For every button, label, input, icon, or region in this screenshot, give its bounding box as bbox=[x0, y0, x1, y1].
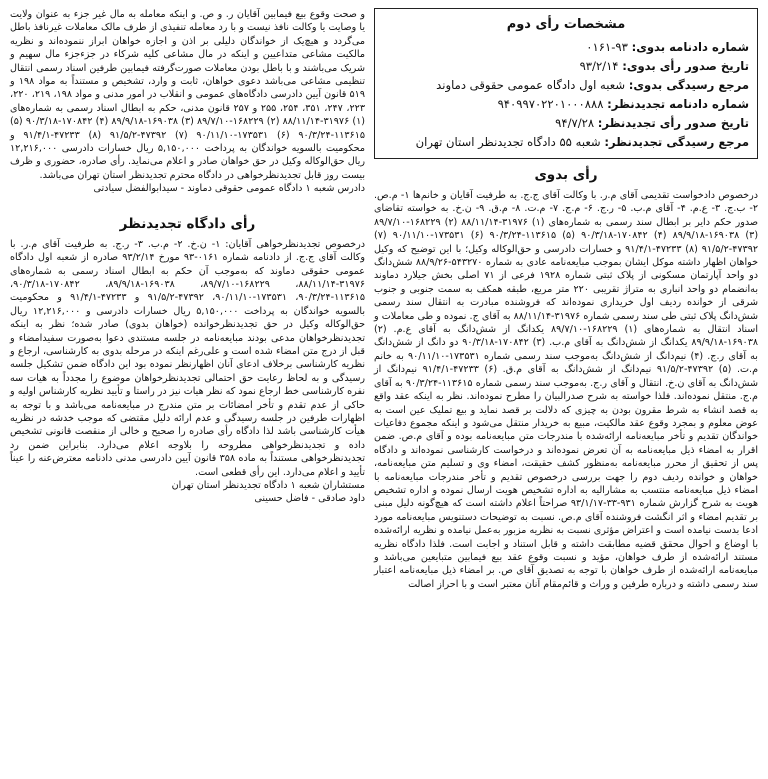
judge-signature: دادرس شعبه ۱ دادگاه عمومی حقوقی دماوند - سیدابوالفضل سیادتی bbox=[93, 183, 365, 195]
spec-row-value: ۹۳/۲/۱۴ bbox=[579, 59, 619, 73]
primary-ruling-body: درخصوص دادخواست تقدیمی آقای م.ر. با وکالت آقای ج.ج. به طرفیت آقایان و خانم‌ها ۱- م.ص. ۲- ب.ج. ۳- ع.م. ۴- آقای م.ب. ۵- ر.ج. ۶- م.ج. ۷- م.ت. ۸- م.ق. ۹- ن.خ. به خواسته تقاضای صدور حکم دایر بر ابطال سند رسمی به شماره‌های (۱) ۳۱۹۷۶-۸۸/۱۱/۱۴ (۲) ۱۶۸۲۲۹-۸۹/۷/۱۰ (۳) ۱۶۹۰۳۸-۸۹/۹/۱۸ (۴) ۱۷۰۸۴۲-۹۰/۳/۱۸ (۵) ۱۱۳۶۱۵-۹۰/۳/۲۴ (۶) ۱۷۳۵۳۱-۹۰/۱۱/۱۰ (۷) ۴۷۳۹۲-۹۱/۵/۲ (۸) ۴۷۲۳۳-۹۱/۴/۱ و خسارات دادرسی و حق‌الوکاله وکیل؛ با این توضیح که وکیل خواهان اظهار داشته موکل ایشان بموجب مبایعه‌نامه عادی به شماره ۵۴۳۲۷۰-۸۸/۹/۲۶ شش‌دانگ دو واحد آپارتمان مسکونی از پلاک ثبتی شماره ۱۹۲۸ فرعی از ۷۱ اصلی بخش جیلارد دماوند به‌انضمام دو واحد انباری به متراژ تقریبی ۲۲۰ متر مربع، طبقه همکف به سمت جنوبی و جنوب شرقی از خوانده ردیف اول خریداری نموده‌اند که فروشنده مبادرت به انتقال سند رسمی شش‌دانگ پلاک ثبتی طی سند رسمی شماره ۳۱۹۷۶-۸۸/۱۱/۱۴ به آقای ج. نموده و طی معاملات و اسناد انتقال به شماره‌های (۱) ۱۶۸۲۲۹-۸۹/۷/۱۰ یکدانگ از شش‌دانگ به آقای ع.م. (۲) ۱۶۹۰۳۸-۸۹/۹/۱۸ یکدانگ از شش‌دانگ به آقای م.ب. (۳) ۱۷۰۸۴۲-۹۰/۳/۱۸ دو دانگ از شش‌دانگ به آقای ر.ج. (۴) نیم‌دانگ از شش‌دانگ به‌موجب سند رسمی شماره ۱۷۳۵۳۱-۹۰/۱۱/۱۰ به خانم م.ت. (۵) ۴۷۳۹۲-۹۱/۵/۲ نیم‌دانگ از شش‌دانگ به آقای م.ق. (۶) ۴۷۲۳۳-۹۱/۴/۱ نیم‌دانگ از شش‌دانگ به آقای ن.خ. انتقال و آقای ر.ج. به‌موجب سند رسمی شماره ۱۱۳۶۱۵-۹۰/۳/۲۴ به آقای م.ج. منتقل نموده‌اند. فلذا خواسته به شرح صدرالبیان را مطرح نموده‌اند. نظر به اینکه عقد واقع به قصد انشاء به شرط مقرون بودن به چیزی که دلالت بر قصد نماید و بیع تملیک عین است به عوض معلوم و بمجرد وقوع عقد مالکیت، مبیع به خریدار منتقل می‌شود و اینکه مجموع دفاعیات خواندگان تقدیم و تأخر مبایعه‌نامه ارائه‌شده با مندرجات متن مبایعه‌نامه بوده و آقای م.ص. ضمن اقرار به امضاء ذیل مبایعه‌نامه به آن تعرض نموده‌اند و درخواست کارشناسی نموده‌اند و دادگاه پس از تحقیق از محرر مبایعه‌نامه به‌منظور کشف حقیقت، امضاء وی و تسلیم متن مبایعه‌نامه، خواهان و خوانده ردیف دوم را جهت بررسی درخصوص تقدیم و تأخر مندرجات مبایعه‌نامه با امضاء ذیل مبایعه‌نامه منتسب به مشارالیه به اداره تشخیص هویت ارسال نموده و اداره تشخیص هویت به شرح گزارش شماره ۹۳۱-۳۳-۹۳/۱/۱۷ صراحتاً اعلام داشته است که هیچ‌گونه دلیل مبنی بر تقدیم امضاء و اثر انگشت فروشنده آقای م.ص. نسبت به توضیحات دستنویس مبایعه‌نامه مورد ادعا بدست نیامده است و اعتراض مؤثری نسبت به نظریه مزبور به‌عمل نیامده و نظریه ارائه‌شده با اوضاع و احوال محقق قضیه مطابقت داشته و قابل استناد و اجابت است. فلذا دادگاه نظریه مستند ارائه‌شده از طرف خواهان، مؤید و نسبت وقوع عقد بیع فیمابین متبایعین می‌باشد و مبایعه‌نامه ارائه‌شده از طرف خواهان با توجه به تصدیق آقای ص. بر امضاء ذیل مبایعه‌نامه اعتبار سند رسمی داشته و درباره طرفین و وراث و قائم‌مقام آنان معتبر است و با احراز اصالت bbox=[374, 190, 759, 590]
spec-row-label: تاریخ صدور رأی تجدیدنظر: bbox=[597, 116, 749, 130]
spec-row-value: ۹۴۰۹۹۷۰۲۲۰۱۰۰۰۸۸۸ bbox=[497, 97, 604, 111]
spec-row bbox=[383, 76, 749, 95]
spec-row-label: تاریخ صدور رأی بدوی: bbox=[622, 59, 749, 73]
spec-row bbox=[383, 114, 749, 133]
spec-row bbox=[383, 95, 749, 114]
spec-row-value: شعبه ۵۵ دادگاه تجدیدنظر استان تهران bbox=[415, 135, 601, 149]
spec-row-value: ۹۳-۰۱۶۱ bbox=[586, 40, 628, 54]
spec-row bbox=[383, 133, 749, 152]
spec-row bbox=[383, 57, 749, 76]
spec-title: مشخصات رأی دوم bbox=[506, 17, 626, 32]
spacer bbox=[10, 196, 365, 210]
spec-row-value: ۹۴/۷/۲۸ bbox=[555, 116, 595, 130]
spec-box bbox=[374, 8, 758, 159]
spec-row-label: مرجع رسیدگی تجدیدنظر: bbox=[604, 135, 749, 149]
spec-row-label: شماره دادنامه تجدیدنظر: bbox=[607, 97, 749, 111]
appeal-ruling-body: درخصوص تجدیدنظرخواهی آقایان: ۱- ن.خ. ۲- م.ب. ۳- ر.ج. به طرفیت آقای م.ر. با وکالت آقای ج.ج. از دادنامه شماره ۰۱۶۱-۹۳ مورخ ۹۳/۲/۱۴ صادره از شعبه اول دادگاه عمومی حقوقی دماوند که به‌موجب آن حکم به ابطال اسناد رسمی به شماره‌های ۳۱۹۷۶-۸۸/۱۱/۱۴، ۱۶۸۲۲۹-۸۹/۷/۱۰، ۱۶۹۰۳۸-۸۹/۹/۱۸، ۱۷۰۸۴۲-۹۰/۳/۱۸، ۱۱۳۶۱۵-۹۰/۳/۲۴، ۱۷۳۵۳۱-۹۰/۱۱/۱۰، ۴۷۳۹۲-۹۱/۵/۲ و ۴۷۲۳۳-۹۱/۴/۱ و محکومیت بالسویه خواندگان به پرداخت ۵,۱۵۰,۰۰۰ ریال خسارات دادرسی و ۱۲,۲۱۶,۰۰۰ ریال حق‌الوکاله وکیل در حق تجدیدنظرخوانده (خواهان بدوی) صادر شده؛ نظر به اینکه تجدیدنظرخواهان مدعی بودند مبایعه‌نامه در جلسه مستندی دعوا به‌صورت سفیدامضاء و قبل از درج متن امضاء شده است و علی‌رغم اینکه در مرحله بدوی به کارشناسی، ارجاع و نظریه کارشناسی برخلاف ادعای آنان اظهارنظر نموده بود این دادگاه ضمن تشکیل جلسه رسیدگی و به لحاظ رعایت حق احتمالی تجدیدنظرخواهان موضوع را مجدداً به هیات سه نفره کارشناسی خط ارجاع نمود که نظر هیات نیز در راستا و تأیید نظریه کارشناس اولیه و حاکی از عدم تقدم و تأخر امضائات بر متن مندرج در مبایعه‌نامه می‌باشد و با توجه به اظهارات طرفین در جلسه رسیدگی و عدم ارائه دلیل مقتضی که موجب خدشه در نظریه هیأت کارشناسی باشد لذا دادگاه رأی صادره را صحیح و خالی از منقصت قانونی تشخیص داده و تجدیدنظرخواهی مطروحه را بلاوجه اعلام می‌دارد. بنابراین ضمن رد تجدیدنظرخواهی مستنداً به ماده ۳۵۸ قانون آیین دادرسی مدنی دادنامه معترض‌عنه را عیناً تأیید و اعلام می‌دارد. این رأی قطعی است. bbox=[10, 238, 366, 478]
section-title-primary-ruling: رأی بدوی bbox=[534, 167, 598, 183]
right-column bbox=[374, 8, 758, 591]
section-title-appeal-ruling: رأی دادگاه تجدیدنظر bbox=[119, 215, 256, 232]
left-column bbox=[10, 8, 365, 506]
appeal-signature-names: داود صادقی - فاضل حسینی bbox=[254, 493, 365, 505]
spec-row-label: شماره دادنامه بدوی: bbox=[631, 40, 749, 54]
spec-row-label: مرجع رسیدگی بدوی: bbox=[628, 78, 749, 92]
spec-row-value: شعبه اول دادگاه عمومی حقوقی دماوند bbox=[436, 78, 626, 92]
primary-ruling-continuation: و صحت وقوع بیع فیمابین آقایان ر. و ص. و اینکه معامله به مال غیر جزء به عنوان ولایت یا وصایت یا وکالت نافذ نیست و با رد معامله تنفیذی از طرف مالک معاملات غیرنافذ باطل می‌گردد و هیچ‌یک از خواندگان دلیلی بر اذن و اجازه خواهان ابراز ننموده‌اند و نظریه مالکیت مشاعی متداعیین و اینکه در مال مشاعی کلیه شرکاء در جزءجزء مال سهیم و شریک می‌باشند و با باطل بودن معاملات صورت‌گرفته فیمابین طرفین اسناد رسمی انتقال تنظیمی مشاعی می‌باشد دعوی خواهان، ثابت و وارد، تشخیص و مستنداً به مواد ۱۹۸ و ۵۱۹ قانون آیین دادرسی دادگاه‌های عمومی و انقلاب در امور مدنی و مواد ۱۹۸، ۲۱۹، ۲۲۰، ۲۲۳، ۲۴۷، ۳۵۱، ۲۵۴، ۲۵۵ و ۲۵۷ قانون مدنی، حکم به ابطال اسناد رسمی به شماره‌های (۱) ۳۱۹۷۶-۸۸/۱۱/۱۴ (۲) ۱۶۸۲۲۹-۸۹/۷/۱۰ (۳) ۱۶۹۰۳۸-۸۹/۹/۱۸ (۴) ۱۷۰۸۴۲-۹۰/۳/۱۸ (۵) ۱۱۳۶۱۵-۹۰/۳/۲۴ (۶) ۱۷۳۵۳۱-۹۰/۱۱/۱۰ (۷) ۴۷۳۹۲-۹۱/۵/۲ (۸) ۴۷۲۳۳-۹۱/۴/۱ و محکومیت بالسویه خواندگان به پرداخت ۵,۱۵۰,۰۰۰ ریال خسارات دادرسی ۱۲,۲۱۶,۰۰۰ ریال حق‌الوکاله وکیل در حق خواهان صادر و اعلام می‌نماید. رأی صادره، حضوری و ظرف بیست روز قابل تجدیدنظرخواهی در دادگاه محترم تجدیدنظر استان تهران می‌باشد. bbox=[10, 9, 366, 181]
spec-row bbox=[383, 38, 749, 57]
appeal-signature-title: مستشاران شعبه ۱ دادگاه تجدیدنظر استان تهران bbox=[171, 480, 365, 491]
